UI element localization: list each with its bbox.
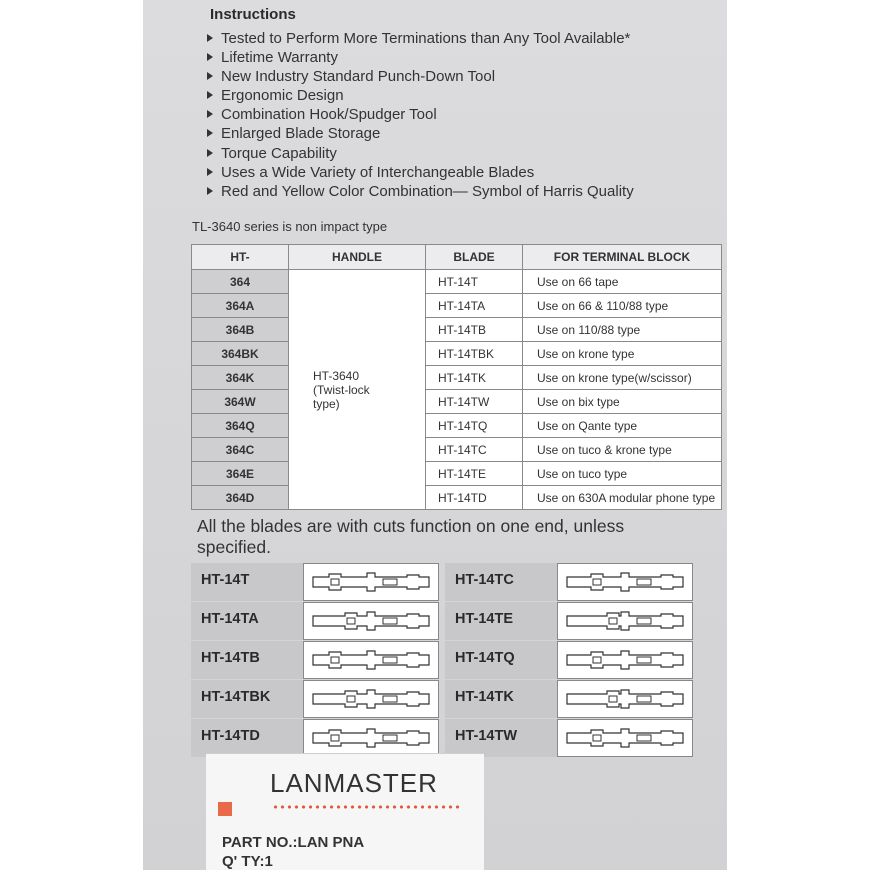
- column-header-terminal: FOR TERMINAL BLOCK: [523, 245, 722, 270]
- terminal-cell: Use on tuco type: [523, 462, 722, 486]
- blade-drawing-icon: [309, 647, 433, 673]
- blade-image: [303, 563, 439, 601]
- instruction-text: Uses a Wide Variety of Interchangeable Blades: [221, 163, 535, 181]
- blade-name: HT-14TBK: [191, 680, 303, 718]
- blade-name: HT-14TW: [445, 719, 557, 757]
- blade-drawing-icon: [563, 725, 687, 751]
- blade-image: [557, 719, 693, 757]
- blade-name: HT-14TC: [445, 563, 557, 601]
- terminal-cell: Use on 66 tape: [523, 270, 722, 294]
- cuts-note: All the blades are with cuts function on one end, unless specified.: [197, 516, 625, 557]
- blade-name: HT-14TK: [445, 680, 557, 718]
- blade-drawing-icon: [563, 608, 687, 634]
- instruction-text: Ergonomic Design: [221, 87, 344, 105]
- table-row: [192, 438, 722, 462]
- terminal-cell: Use on 110/88 type: [523, 318, 722, 342]
- instruction-text: Tested to Perform More Terminations than Any Tool Available*: [221, 30, 631, 47]
- blade-cell: HT-14TC: [426, 438, 523, 462]
- arrow-bullet-icon: [207, 187, 213, 195]
- blade-cell: HT-14TE: [426, 462, 523, 486]
- product-sticker: [206, 753, 484, 870]
- table-row: [192, 486, 722, 510]
- model-cell: 364BK: [192, 342, 289, 366]
- blade-drawing-icon: [563, 686, 687, 712]
- instruction-text: Red and Yellow Color Combination— Symbol of Harris Quality: [221, 182, 634, 200]
- arrow-bullet-icon: [207, 129, 213, 137]
- table-row: [192, 342, 722, 366]
- terminal-cell: Use on tuco & krone type: [523, 438, 722, 462]
- instruction-item: [207, 182, 634, 201]
- terminal-cell: Use on bix type: [523, 390, 722, 414]
- instruction-item: [207, 48, 634, 67]
- series-note: TL-3640 series is non impact type: [192, 219, 388, 234]
- blade-name: HT-14TD: [191, 719, 303, 757]
- model-cell: 364E: [192, 462, 289, 486]
- arrow-bullet-icon: [207, 149, 213, 157]
- logo-square-icon: [218, 802, 232, 816]
- terminal-cell: Use on Qante type: [523, 414, 722, 438]
- handle-cell: [289, 270, 426, 510]
- terminal-cell: Use on 66 & 110/88 type: [523, 294, 722, 318]
- blade-row: [191, 563, 699, 601]
- blade-cell: HT-14TA: [426, 294, 523, 318]
- blade-cell: HT-14TD: [426, 486, 523, 510]
- table-row: [192, 390, 722, 414]
- blade-cell: HT-14TQ: [426, 414, 523, 438]
- table-row: [192, 462, 722, 486]
- instructions-heading: Instructions: [210, 6, 296, 23]
- model-cell: 364Q: [192, 414, 289, 438]
- table-row: [192, 414, 722, 438]
- blade-image: [303, 602, 439, 640]
- blade-image: [557, 680, 693, 718]
- blade-image: [303, 719, 439, 757]
- model-cell: 364B: [192, 318, 289, 342]
- instruction-text: New Industry Standard Punch-Down Tool: [221, 68, 496, 86]
- arrow-bullet-icon: [207, 168, 213, 176]
- table-row: [192, 294, 722, 318]
- blade-name: HT-14T: [191, 563, 303, 601]
- model-cell: 364C: [192, 438, 289, 462]
- instruction-item: [207, 29, 634, 48]
- blade-cell: HT-14T: [426, 270, 523, 294]
- column-header-ht: HT-: [192, 245, 289, 270]
- model-cell: 364W: [192, 390, 289, 414]
- quantity: Q' TY:1: [222, 853, 273, 870]
- model-cell: 364: [192, 270, 289, 294]
- blade-image: [303, 680, 439, 718]
- blade-name: HT-14TB: [191, 641, 303, 679]
- model-cell: 364K: [192, 366, 289, 390]
- blade-cell: HT-14TW: [426, 390, 523, 414]
- table-row: [192, 318, 722, 342]
- instruction-item: [207, 144, 634, 163]
- instruction-text: Combination Hook/Spudger Tool: [221, 106, 437, 124]
- column-header-handle: HANDLE: [289, 245, 426, 270]
- blade-name: HT-14TA: [191, 602, 303, 640]
- dotted-line: [272, 804, 462, 810]
- terminal-cell: Use on 630A modular phone type: [523, 486, 722, 510]
- arrow-bullet-icon: [207, 34, 213, 42]
- blade-row: [191, 602, 699, 640]
- handle-text: (Twist-lock: [313, 382, 370, 397]
- model-cell: 364A: [192, 294, 289, 318]
- arrow-bullet-icon: [207, 53, 213, 61]
- blade-drawing-icon: [309, 569, 433, 595]
- column-header-blade: BLADE: [426, 245, 523, 270]
- handle-text: HT-3640: [313, 368, 360, 383]
- arrow-bullet-icon: [207, 91, 213, 99]
- part-number: PART NO.:LAN PNA: [222, 834, 365, 851]
- instructions-list: [207, 29, 634, 201]
- blade-cell: HT-14TB: [426, 318, 523, 342]
- package-card: [143, 0, 727, 870]
- arrow-bullet-icon: [207, 72, 213, 80]
- spec-table: [191, 244, 722, 510]
- blade-image: [557, 641, 693, 679]
- blade-name: HT-14TE: [445, 602, 557, 640]
- terminal-cell: Use on krone type: [523, 342, 722, 366]
- instruction-text: Enlarged Blade Storage: [221, 125, 381, 143]
- blade-name: HT-14TQ: [445, 641, 557, 679]
- blade-image: [557, 563, 693, 601]
- blade-row: [191, 641, 699, 679]
- blade-drawing-icon: [309, 608, 433, 634]
- table-row: [192, 366, 722, 390]
- table-row: [192, 270, 722, 294]
- model-cell: 364D: [192, 486, 289, 510]
- blade-grid: [191, 563, 699, 758]
- blade-drawing-icon: [309, 725, 433, 751]
- handle-text: type): [313, 396, 340, 411]
- arrow-bullet-icon: [207, 110, 213, 118]
- terminal-cell: Use on krone type(w/scissor): [523, 366, 722, 390]
- blade-image: [303, 641, 439, 679]
- instruction-item: [207, 86, 634, 105]
- blade-image: [557, 602, 693, 640]
- blade-drawing-icon: [563, 569, 687, 595]
- instruction-item: [207, 163, 634, 182]
- instruction-item: [207, 67, 634, 86]
- blade-cell: HT-14TK: [426, 366, 523, 390]
- instruction-text: Torque Capability: [221, 144, 337, 162]
- blade-drawing-icon: [309, 686, 433, 712]
- instruction-item: [207, 124, 634, 143]
- brand-name: LANMASTER: [270, 768, 438, 798]
- instruction-item: [207, 105, 634, 124]
- instruction-text: Lifetime Warranty: [221, 49, 338, 67]
- blade-row: [191, 680, 699, 718]
- blade-row: [191, 719, 699, 757]
- blade-cell: HT-14TBK: [426, 342, 523, 366]
- blade-drawing-icon: [563, 647, 687, 673]
